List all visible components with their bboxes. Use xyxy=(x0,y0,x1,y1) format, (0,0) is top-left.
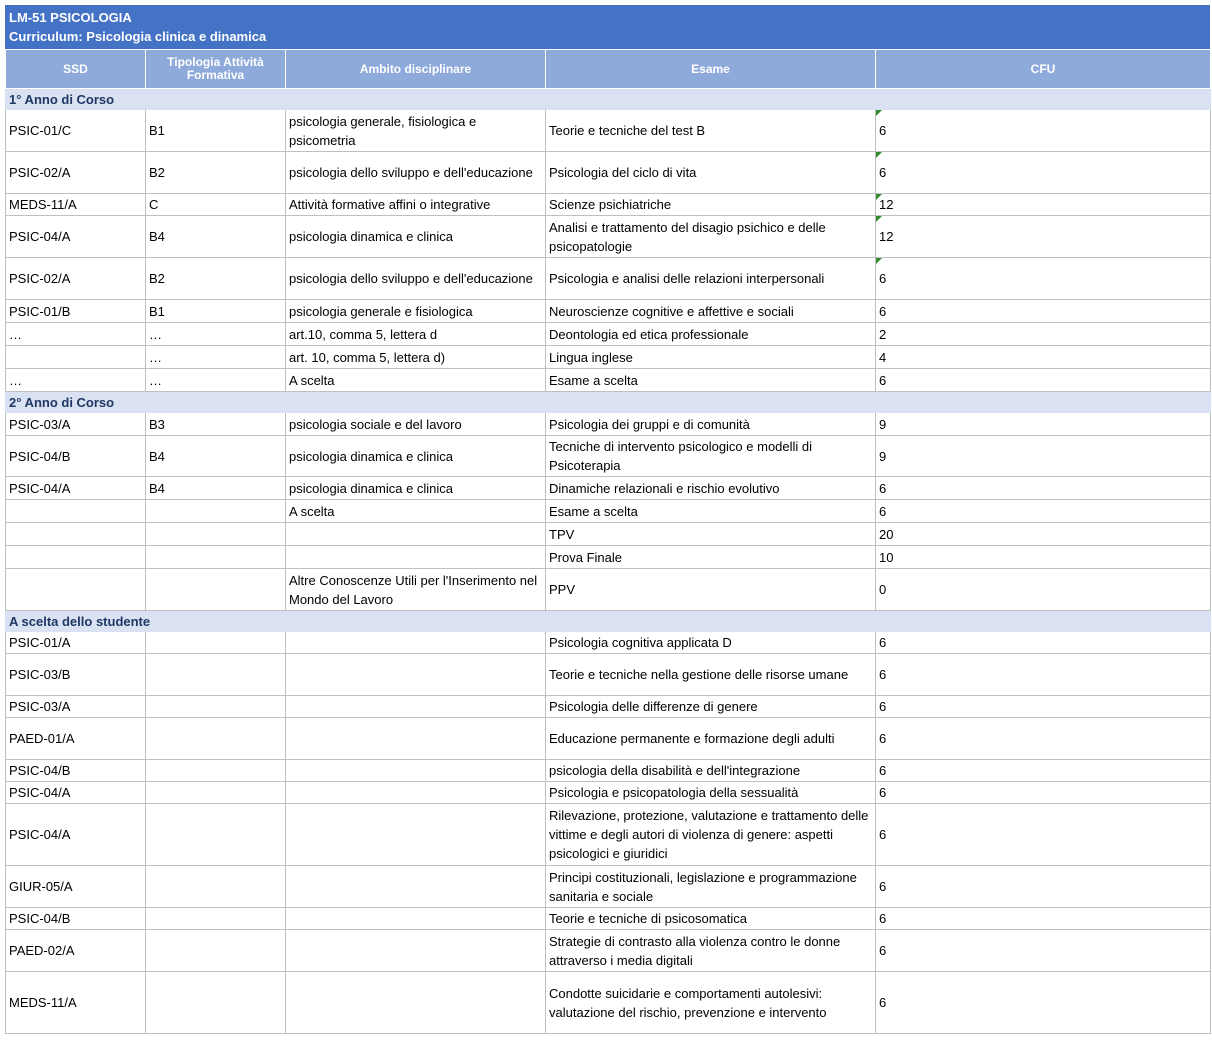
cell-ambito[interactable]: psicologia dello sviluppo e dell'educazione xyxy=(286,152,546,194)
cell-cfu[interactable]: 12 xyxy=(876,194,1211,216)
cell-ssd[interactable]: … xyxy=(6,323,146,346)
cell-ambito[interactable]: A scelta xyxy=(286,369,546,392)
cell-cfu[interactable]: 9 xyxy=(876,436,1211,477)
cell-ambito[interactable]: psicologia dello sviluppo e dell'educazione xyxy=(286,258,546,300)
section-header xyxy=(6,89,1211,110)
table-row xyxy=(6,654,1211,696)
cell-ssd[interactable]: PSIC-04/A xyxy=(6,477,146,500)
cell-ambito[interactable] xyxy=(286,654,546,696)
cell-cfu[interactable]: 6 xyxy=(876,477,1211,500)
curriculum-sheet xyxy=(5,5,1210,1034)
cell-ssd[interactable]: PSIC-03/A xyxy=(6,696,146,718)
cell-esame[interactable]: Rilevazione, protezione, valutazione e trattamento delle vittime e degli autori di violenza di genere: aspetti psicologici e giuridici xyxy=(546,804,876,866)
cell-tipologia[interactable]: C xyxy=(146,194,286,216)
cell-tipologia[interactable] xyxy=(146,782,286,804)
table-row xyxy=(6,569,1211,611)
cell-ambito[interactable] xyxy=(286,632,546,654)
cell-tipologia[interactable] xyxy=(146,546,286,569)
cell-ssd[interactable] xyxy=(6,569,146,611)
cell-ambito[interactable]: psicologia dinamica e clinica xyxy=(286,477,546,500)
table-row xyxy=(6,500,1211,523)
cell-cfu[interactable]: 6 xyxy=(876,258,1211,300)
cell-ambito[interactable]: art.10, comma 5, lettera d xyxy=(286,323,546,346)
table-row xyxy=(6,194,1211,216)
cell-ssd[interactable]: MEDS-11/A xyxy=(6,194,146,216)
table-row xyxy=(6,972,1211,1034)
cell-ssd[interactable]: PSIC-01/B xyxy=(6,300,146,323)
table-row xyxy=(6,436,1211,477)
curriculum-table xyxy=(5,49,1211,1034)
cell-ambito[interactable]: A scelta xyxy=(286,500,546,523)
cell-cfu[interactable]: 6 xyxy=(876,804,1211,866)
cell-ssd[interactable] xyxy=(6,500,146,523)
cell-ambito[interactable] xyxy=(286,523,546,546)
cell-ssd[interactable]: PSIC-02/A xyxy=(6,258,146,300)
cell-cfu[interactable]: 12 xyxy=(876,216,1211,258)
cell-esame[interactable]: Neuroscienze cognitive e affettive e sociali xyxy=(546,300,876,323)
table-row xyxy=(6,546,1211,569)
cell-tipologia[interactable]: … xyxy=(146,369,286,392)
cell-ambito[interactable] xyxy=(286,972,546,1034)
table-row xyxy=(6,930,1211,972)
cell-ambito[interactable]: art. 10, comma 5, lettera d) xyxy=(286,346,546,369)
table-row xyxy=(6,696,1211,718)
table-row xyxy=(6,110,1211,152)
cell-ssd[interactable]: PSIC-04/B xyxy=(6,760,146,782)
cell-ssd[interactable] xyxy=(6,346,146,369)
cell-esame[interactable]: Scienze psichiatriche xyxy=(546,194,876,216)
cell-tipologia[interactable] xyxy=(146,930,286,972)
cell-ssd[interactable]: … xyxy=(6,369,146,392)
cell-cfu[interactable]: 2 xyxy=(876,323,1211,346)
cell-tipologia[interactable]: B2 xyxy=(146,258,286,300)
cell-tipologia[interactable]: … xyxy=(146,323,286,346)
table-row xyxy=(6,804,1211,866)
cell-esame[interactable]: Psicologia e analisi delle relazioni interpersonali xyxy=(546,258,876,300)
cell-tipologia[interactable]: B2 xyxy=(146,152,286,194)
cell-ssd[interactable] xyxy=(6,523,146,546)
section-header xyxy=(6,611,1211,632)
cell-tipologia[interactable]: B3 xyxy=(146,413,286,436)
cell-esame[interactable]: Esame a scelta xyxy=(546,500,876,523)
cell-cfu[interactable]: 6 xyxy=(876,866,1211,908)
cell-esame[interactable]: Teorie e tecniche di psicosomatica xyxy=(546,908,876,930)
header-row xyxy=(6,50,1211,89)
table-row xyxy=(6,300,1211,323)
cell-esame[interactable]: PPV xyxy=(546,569,876,611)
cell-ssd[interactable]: PSIC-01/A xyxy=(6,632,146,654)
cell-esame[interactable]: Condotte suicidarie e comportamenti autolesivi: valutazione del rischio, prevenzione e intervento xyxy=(546,972,876,1034)
cell-ambito[interactable]: Attività formative affini o integrative xyxy=(286,194,546,216)
cell-tipologia[interactable] xyxy=(146,804,286,866)
cell-esame[interactable]: Teorie e tecniche nella gestione delle risorse umane xyxy=(546,654,876,696)
cell-ambito[interactable] xyxy=(286,930,546,972)
cell-ambito[interactable] xyxy=(286,546,546,569)
cell-tipologia[interactable]: … xyxy=(146,346,286,369)
section-label: 2° Anno di Corso xyxy=(6,392,1211,413)
cell-tipologia[interactable] xyxy=(146,908,286,930)
cell-cfu[interactable]: 6 xyxy=(876,152,1211,194)
table-row xyxy=(6,152,1211,194)
table-row xyxy=(6,346,1211,369)
cell-ambito[interactable]: psicologia dinamica e clinica xyxy=(286,436,546,477)
cell-ambito[interactable] xyxy=(286,866,546,908)
cell-ssd[interactable]: PSIC-03/A xyxy=(6,413,146,436)
cell-tipologia[interactable]: B1 xyxy=(146,300,286,323)
column-header-esame[interactable]: Esame xyxy=(546,50,876,89)
table-row xyxy=(6,908,1211,930)
cell-ssd[interactable]: PAED-02/A xyxy=(6,930,146,972)
cell-ssd[interactable]: PSIC-03/B xyxy=(6,654,146,696)
cell-cfu[interactable]: 6 xyxy=(876,760,1211,782)
cell-ssd[interactable]: MEDS-11/A xyxy=(6,972,146,1034)
title-bar xyxy=(5,5,1210,49)
cell-esame[interactable]: Tecniche di intervento psicologico e modelli di Psicoterapia xyxy=(546,436,876,477)
cell-esame[interactable]: Prova Finale xyxy=(546,546,876,569)
cell-cfu[interactable]: 6 xyxy=(876,654,1211,696)
table-row xyxy=(6,477,1211,500)
section-label: A scelta dello studente xyxy=(6,611,1211,632)
cell-ambito[interactable]: psicologia generale, fisiologica e psicometria xyxy=(286,110,546,152)
cell-esame[interactable]: TPV xyxy=(546,523,876,546)
cell-ssd[interactable]: PSIC-04/B xyxy=(6,436,146,477)
cell-esame[interactable]: Psicologia dei gruppi e di comunità xyxy=(546,413,876,436)
cell-tipologia[interactable] xyxy=(146,696,286,718)
cell-ssd[interactable]: PSIC-04/A xyxy=(6,804,146,866)
cell-tipologia[interactable] xyxy=(146,718,286,760)
section-header xyxy=(6,392,1211,413)
cell-ambito[interactable] xyxy=(286,718,546,760)
column-header-cfu[interactable]: CFU xyxy=(876,50,1211,89)
cell-ambito[interactable] xyxy=(286,782,546,804)
cell-esame[interactable]: Educazione permanente e formazione degli adulti xyxy=(546,718,876,760)
table-row xyxy=(6,258,1211,300)
cell-cfu[interactable]: 6 xyxy=(876,718,1211,760)
table-row xyxy=(6,216,1211,258)
cell-ssd[interactable]: PSIC-02/A xyxy=(6,152,146,194)
cell-esame[interactable]: Psicologia cognitiva applicata D xyxy=(546,632,876,654)
cell-tipologia[interactable] xyxy=(146,500,286,523)
cell-cfu[interactable]: 10 xyxy=(876,546,1211,569)
cell-ssd[interactable]: PAED-01/A xyxy=(6,718,146,760)
cell-tipologia[interactable]: B1 xyxy=(146,110,286,152)
cell-tipologia[interactable] xyxy=(146,866,286,908)
cell-tipologia[interactable] xyxy=(146,632,286,654)
cell-tipologia[interactable] xyxy=(146,523,286,546)
curriculum-title: Curriculum: Psicologia clinica e dinamica xyxy=(9,29,267,44)
cell-ambito[interactable]: psicologia sociale e del lavoro xyxy=(286,413,546,436)
column-header-ambito[interactable]: Ambito disciplinare xyxy=(286,50,546,89)
cell-cfu[interactable]: 6 xyxy=(876,369,1211,392)
cell-cfu[interactable]: 6 xyxy=(876,696,1211,718)
table-row xyxy=(6,760,1211,782)
cell-ambito[interactable] xyxy=(286,696,546,718)
cell-ambito[interactable]: psicologia generale e fisiologica xyxy=(286,300,546,323)
cell-esame[interactable]: Psicologia del ciclo di vita xyxy=(546,152,876,194)
cell-esame[interactable]: Strategie di contrasto alla violenza contro le donne attraverso i media digitali xyxy=(546,930,876,972)
table-row xyxy=(6,523,1211,546)
table-row xyxy=(6,369,1211,392)
cell-ambito[interactable] xyxy=(286,908,546,930)
cell-tipologia[interactable]: B4 xyxy=(146,436,286,477)
cell-esame[interactable]: Esame a scelta xyxy=(546,369,876,392)
cell-esame[interactable]: Analisi e trattamento del disagio psichico e delle psicopatologie xyxy=(546,216,876,258)
degree-title: LM-51 PSICOLOGIA xyxy=(9,10,132,25)
table-row xyxy=(6,782,1211,804)
cell-ambito[interactable] xyxy=(286,804,546,866)
table-row xyxy=(6,718,1211,760)
table-row xyxy=(6,866,1211,908)
column-header-ssd[interactable]: SSD xyxy=(6,50,146,89)
cell-tipologia[interactable] xyxy=(146,569,286,611)
cell-cfu[interactable]: 6 xyxy=(876,930,1211,972)
cell-ssd[interactable]: PSIC-04/A xyxy=(6,782,146,804)
cell-cfu[interactable]: 6 xyxy=(876,782,1211,804)
cell-ambito[interactable] xyxy=(286,760,546,782)
cell-cfu[interactable]: 9 xyxy=(876,413,1211,436)
cell-ssd[interactable]: PSIC-01/C xyxy=(6,110,146,152)
cell-esame[interactable]: Teorie e tecniche del test B xyxy=(546,110,876,152)
cell-esame[interactable]: Dinamiche relazionali e rischio evolutivo xyxy=(546,477,876,500)
cell-cfu[interactable]: 6 xyxy=(876,908,1211,930)
cell-esame[interactable]: Psicologia delle differenze di genere xyxy=(546,696,876,718)
cell-tipologia[interactable]: B4 xyxy=(146,216,286,258)
cell-esame[interactable]: Lingua inglese xyxy=(546,346,876,369)
cell-ssd[interactable]: PSIC-04/B xyxy=(6,908,146,930)
cell-cfu[interactable]: 6 xyxy=(876,300,1211,323)
cell-cfu[interactable]: 6 xyxy=(876,500,1211,523)
cell-esame[interactable]: psicologia della disabilità e dell'integrazione xyxy=(546,760,876,782)
cell-cfu[interactable]: 6 xyxy=(876,972,1211,1034)
cell-cfu[interactable]: 4 xyxy=(876,346,1211,369)
table-row xyxy=(6,323,1211,346)
table-row xyxy=(6,413,1211,436)
cell-ssd[interactable] xyxy=(6,546,146,569)
cell-tipologia[interactable]: B4 xyxy=(146,477,286,500)
cell-ssd[interactable]: GIUR-05/A xyxy=(6,866,146,908)
section-label: 1° Anno di Corso xyxy=(6,89,1211,110)
cell-tipologia[interactable] xyxy=(146,972,286,1034)
cell-ssd[interactable]: PSIC-04/A xyxy=(6,216,146,258)
cell-cfu[interactable]: 0 xyxy=(876,569,1211,611)
cell-ambito[interactable]: Altre Conoscenze Utili per l'Inserimento nel Mondo del Lavoro xyxy=(286,569,546,611)
column-header-tipologia[interactable]: Tipologia Attività Formativa xyxy=(146,50,286,89)
cell-cfu[interactable]: 6 xyxy=(876,110,1211,152)
table-row xyxy=(6,632,1211,654)
cell-esame[interactable]: Deontologia ed etica professionale xyxy=(546,323,876,346)
cell-ambito[interactable]: psicologia dinamica e clinica xyxy=(286,216,546,258)
cell-cfu[interactable]: 20 xyxy=(876,523,1211,546)
cell-tipologia[interactable] xyxy=(146,760,286,782)
cell-cfu[interactable]: 6 xyxy=(876,632,1211,654)
cell-esame[interactable]: Principi costituzionali, legislazione e programmazione sanitaria e sociale xyxy=(546,866,876,908)
cell-esame[interactable]: Psicologia e psicopatologia della sessualità xyxy=(546,782,876,804)
cell-tipologia[interactable] xyxy=(146,654,286,696)
